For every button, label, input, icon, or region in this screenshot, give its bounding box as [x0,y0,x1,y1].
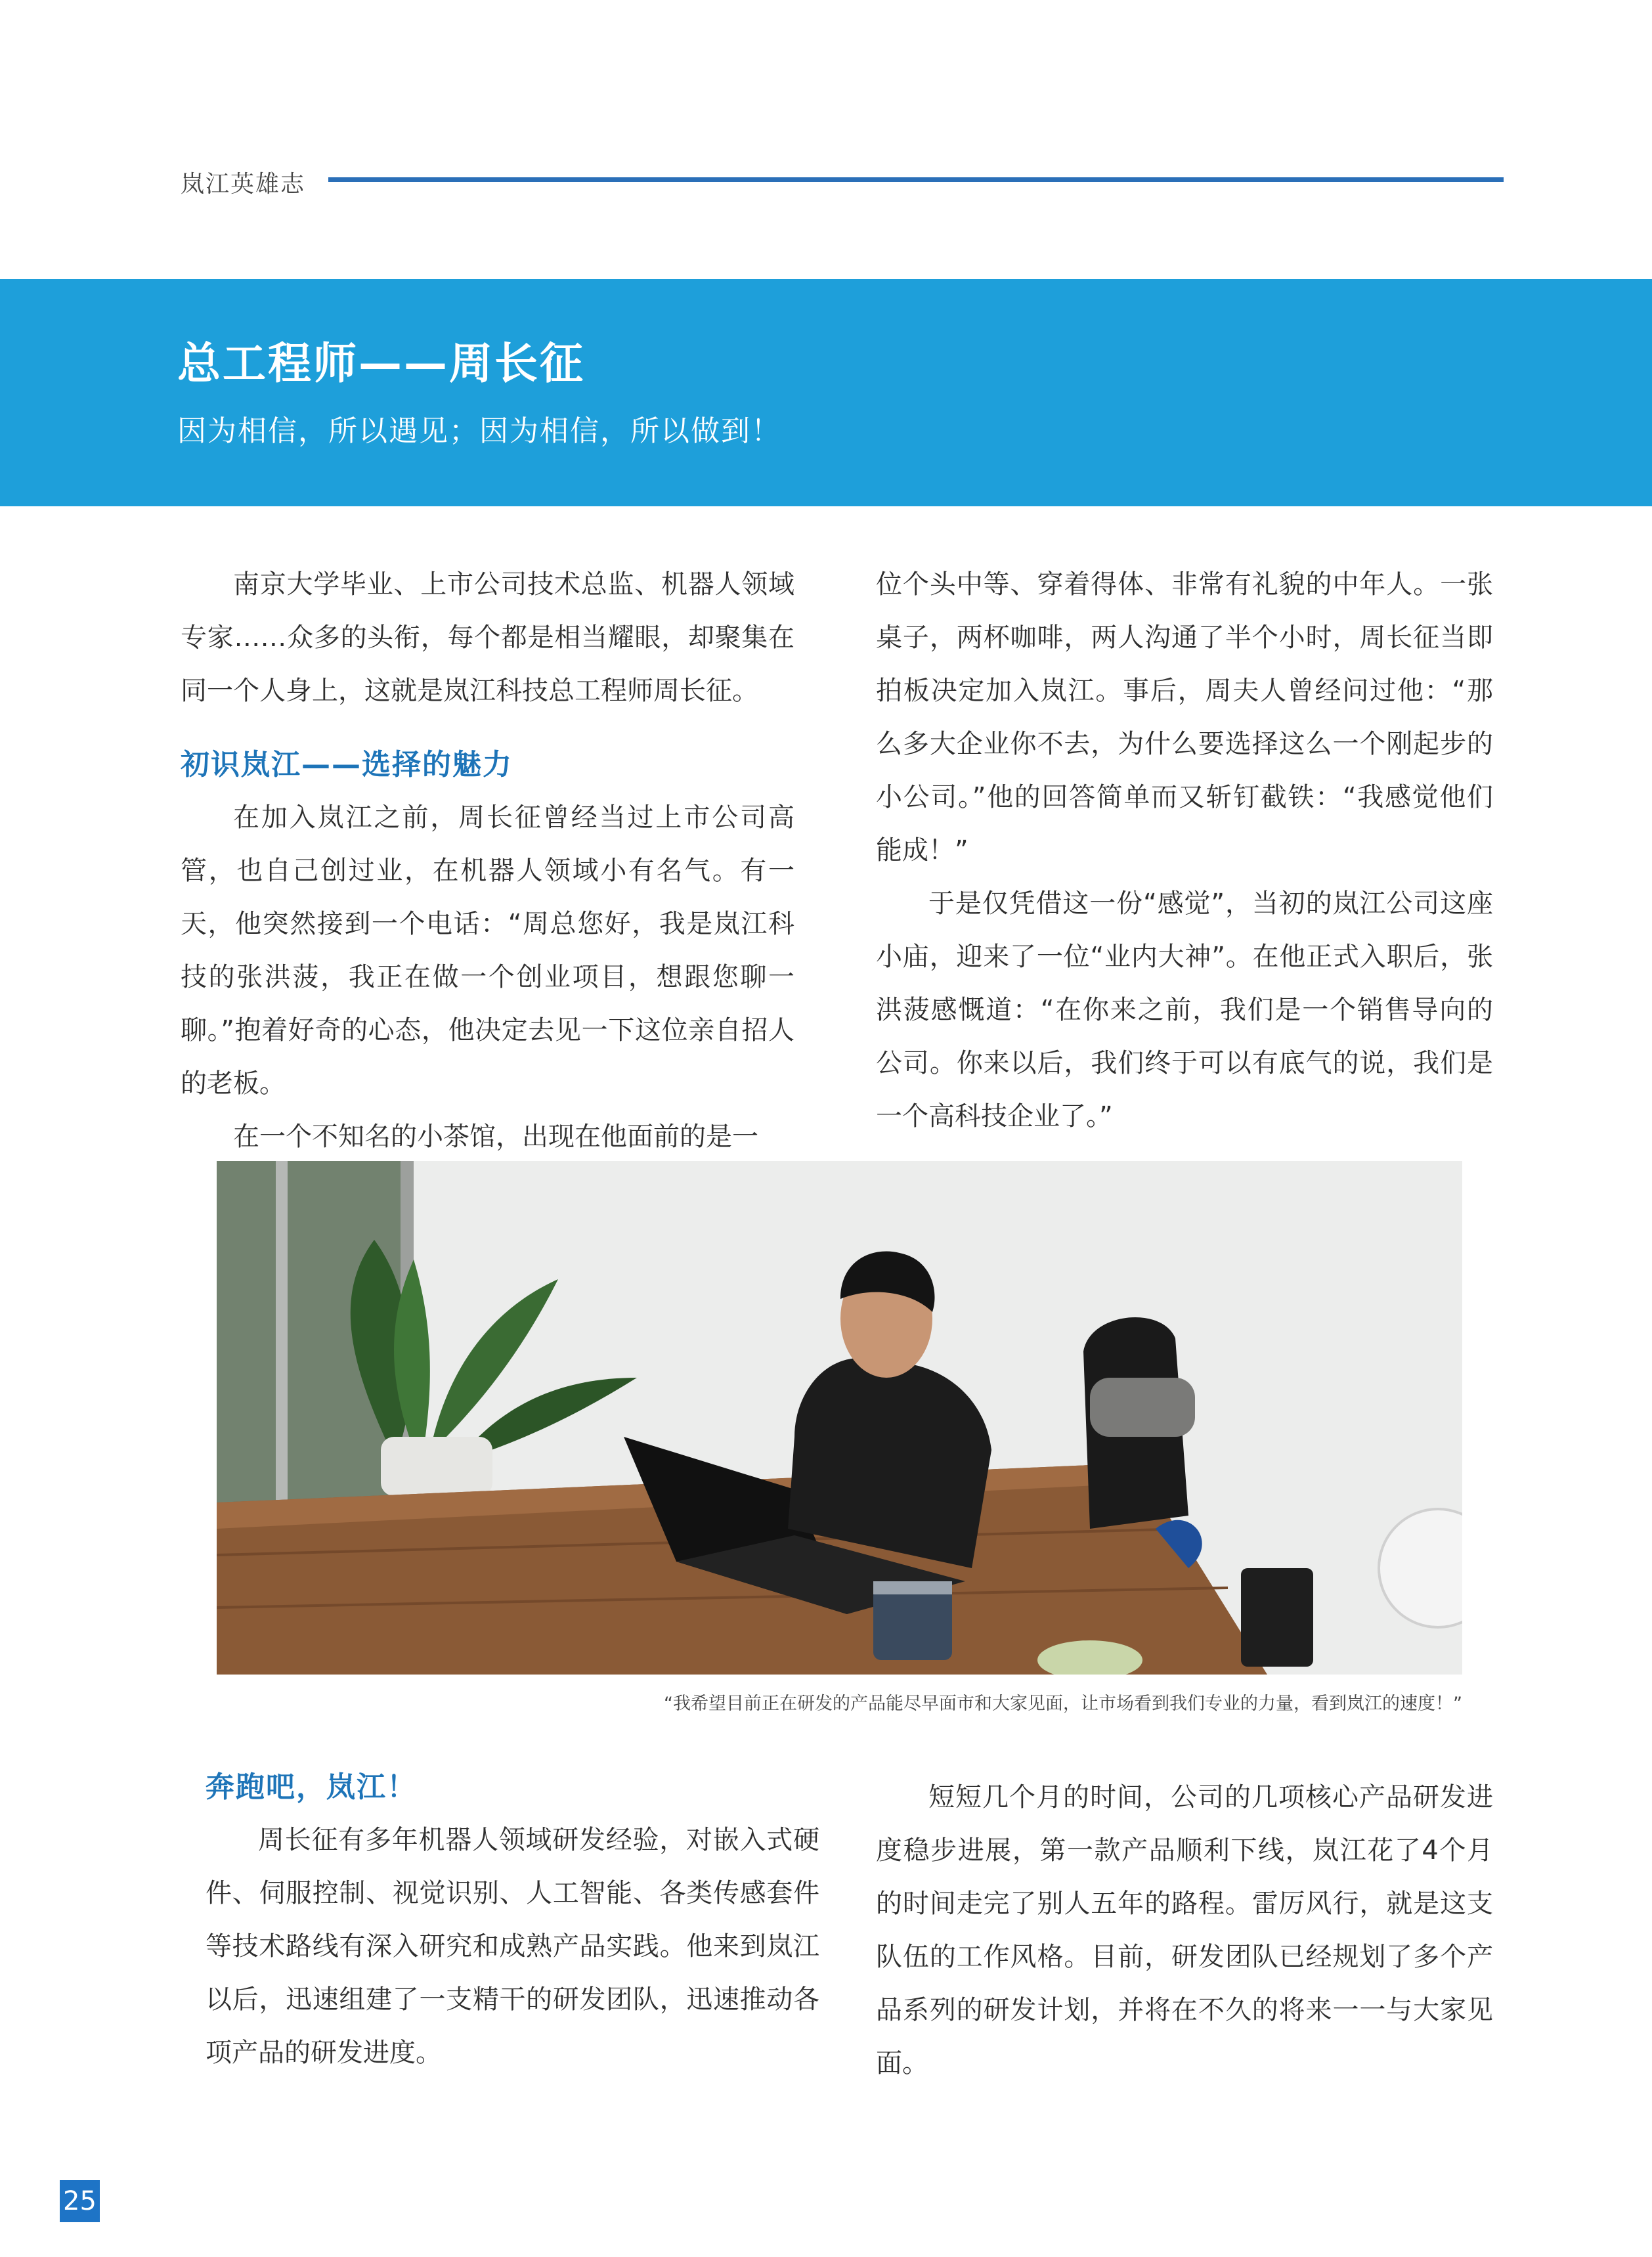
section2-right-column [876,1771,1493,2090]
body-paragraph: 周长征有多年机器人领域研发经验，对嵌入式硬件、伺服控制、视觉识别、人工智能、各类传感套件等技术路线有深入研究和成熟产品实践。他来到岚江以后，迅速组建了一支精干的研发团队，迅速推动各项产品的研发进度。 [206,1825,819,2068]
section1-heading: 初识岚江——选择的魅力 [181,748,513,781]
photo-caption: “我希望目前正在研发的产品能尽早面市和大家见面，让市场看到我们专业的力量，看到岚江的速度！” [664,1694,1462,1714]
engineer-at-desk-photo [217,1161,1462,1675]
body-paragraph: 在加入岚江之前，周长征曾经当过上市公司高管，也自己创过业，在机器人领域小有名气。有一天，他突然接到一个电话：“周总您好，我是岚江科技的张洪菠，我正在做一个创业项目，想跟您聊一聊。”抱着好奇的心态，他决定去见一下这位亲自招人的老板。 [181,802,794,1099]
intro-paragraph: 南京大学毕业、上市公司技术总监、机器人领域专家……众多的头衔，每个都是相当耀眼，却聚集在同一个人身上，这就是岚江科技总工程师周长征。 [181,569,794,706]
article-subtitle: 因为相信，所以遇见；因为相信，所以做到！ [177,414,781,448]
body-paragraph: 于是仅凭借这一份“感觉”，当初的岚江公司这座小庙，迎来了一位“业内大神”。在他正式入职后，张洪菠感慨道：“在你来之前，我们是一个销售导向的公司。你来以后，我们终于可以有底气的说，我们是一个高科技企业了。” [876,888,1493,1131]
body-paragraph: 在一个不知名的小茶馆，出现在他面前的是一 [233,1122,758,1152]
header-rule [328,177,1504,182]
section2-heading: 奔跑吧，岚江！ [206,1770,417,1804]
photo-illustration [217,1161,1462,1675]
title-banner [0,279,1652,506]
page-number: 25 [60,2180,100,2222]
section1-right-column [876,558,1493,1143]
article-title: 总工程师——周长征 [177,338,585,389]
section2-left-column [206,1766,819,2080]
magazine-section-label: 岚江英雄志 [181,171,306,198]
body-paragraph: 短短几个月的时间，公司的几项核心产品研发进度稳步进展，第一款产品顺利下线，岚江花了4个月的时间走完了别人五年的路程。雷厉风行，就是这支队伍的工作风格。目前，研发团队已经规划了多个产品系列的研发计划，并将在不久的将来一一与大家见面。 [876,1782,1493,2078]
section1-left-column [181,558,794,1164]
body-paragraph: 位个头中等、穿着得体、非常有礼貌的中年人。一张桌子，两杯咖啡，两人沟通了半个小时，周长征当即拍板决定加入岚江。事后，周夫人曾经问过他：“那么多大企业你不去，为什么要选择这么一个刚起步的小公司。”他的回答简单而又斩钉截铁：“我感觉他们能成！” [876,569,1493,866]
